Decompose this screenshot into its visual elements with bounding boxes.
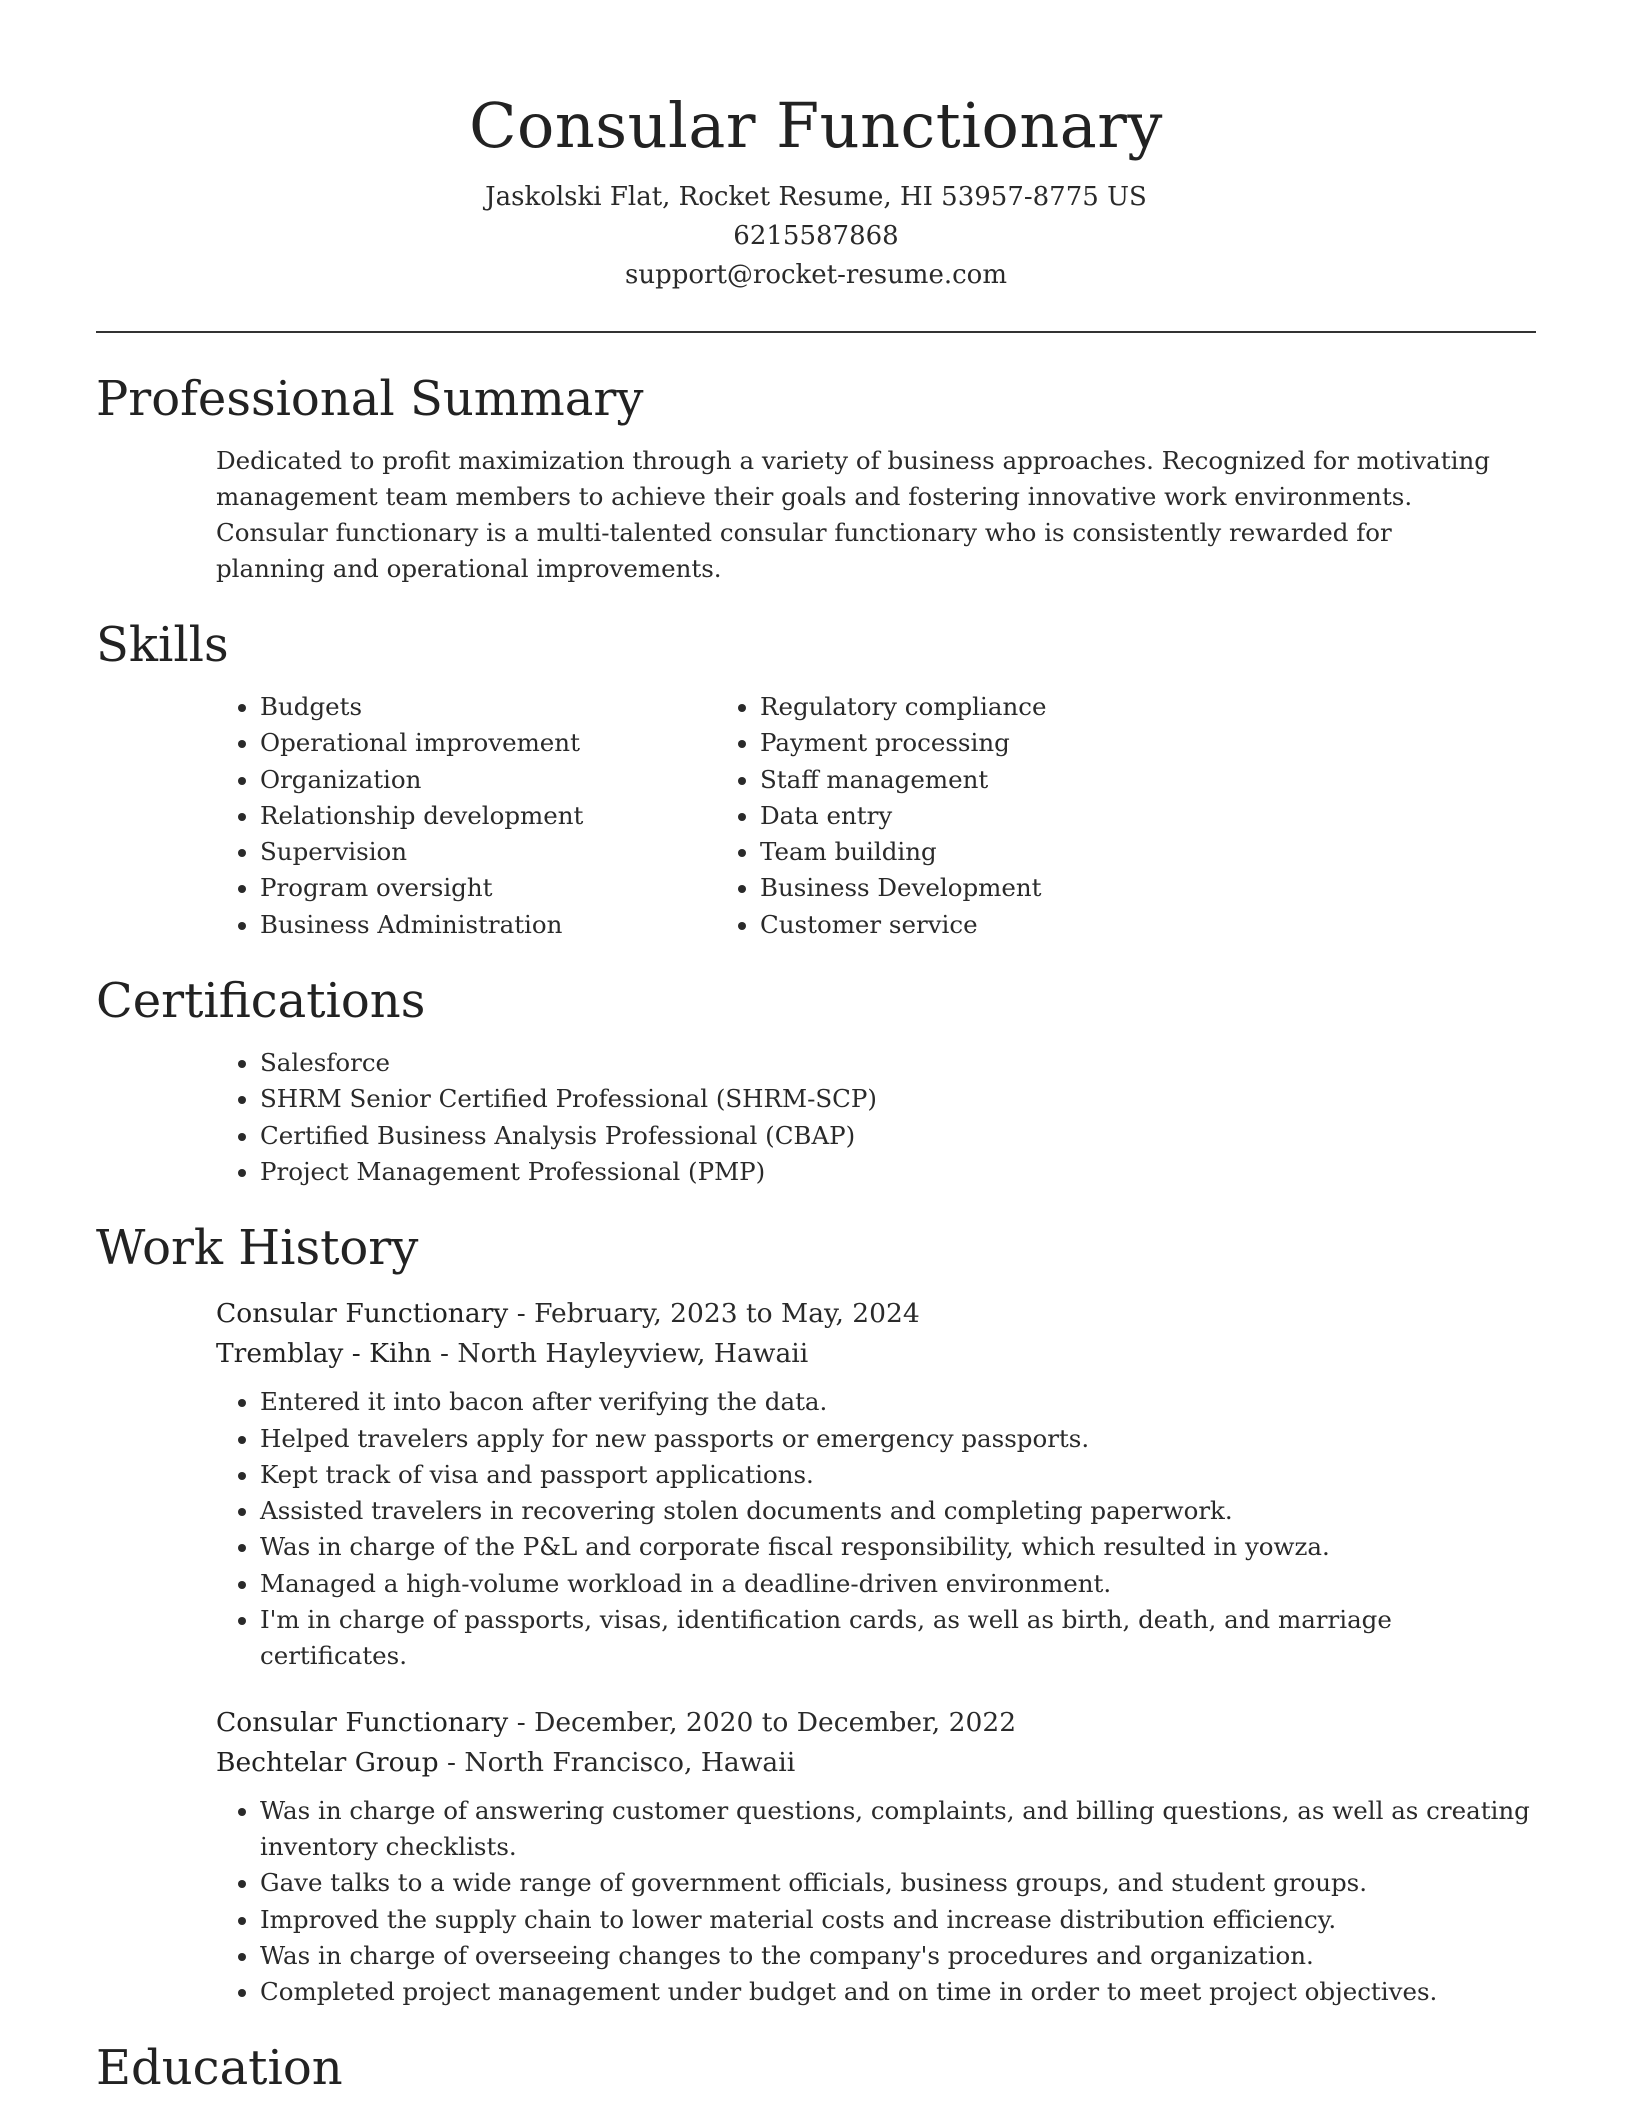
job-company-line: [216, 1334, 1536, 1374]
certification-item: • Project Management Professional (PMP): [260, 1154, 1536, 1190]
work-history-heading: Work History: [96, 1220, 419, 1277]
skill-item: • Team building: [760, 834, 1536, 870]
job-dates: - December, 2020 to December, 2022: [508, 1706, 1017, 1738]
certification-item: • Salesforce: [260, 1045, 1536, 1081]
contact-address: Jaskolski Flat, Rocket Resume, HI 53957-8775 US: [485, 182, 1147, 212]
job-duties-list: [216, 1793, 1536, 2011]
job-duty-item: • Managed a high-volume workload in a deadline-driven environment.: [260, 1566, 1536, 1602]
job-duty-item: • Was in charge of overseeing changes to the company's procedures and organization.: [260, 1938, 1536, 1974]
job-duty-item: • Helped travelers apply for new passports or emergency passports.: [260, 1421, 1536, 1457]
certifications-section: [96, 969, 1536, 1190]
job-company: Bechtelar Group: [216, 1746, 439, 1778]
job-dates: - February, 2023 to May, 2024: [508, 1298, 920, 1330]
certification-item: • SHRM Senior Certified Professional (SHRM-SCP): [260, 1081, 1536, 1117]
job-title: Consular Functionary: [216, 1298, 509, 1330]
header-divider: [96, 331, 1536, 333]
skill-item: • Staff management: [760, 762, 1536, 798]
skill-item: • Relationship development: [260, 798, 746, 834]
job-duties-list: [216, 1384, 1536, 1674]
job-duty-item: • Was in charge of the P&L and corporate fiscal responsibility, which resulted in yowza.: [260, 1529, 1536, 1565]
skill-item: • Customer service: [760, 907, 1536, 943]
skills-column-left: [96, 689, 746, 943]
job-duty-item: • I'm in charge of passports, visas, identification cards, as well as birth, death, and marriage certificates.: [260, 1602, 1536, 1675]
job-duty-item: • Entered it into bacon after verifying the data.: [260, 1384, 1536, 1420]
job-entry: [216, 1703, 1536, 2011]
job-title-line: [216, 1294, 1536, 1334]
skill-item: • Operational improvement: [260, 725, 746, 761]
job-location: - North Francisco, Hawaii: [438, 1746, 796, 1778]
contact-phone: 6215587868: [733, 221, 899, 251]
education-heading: Education: [96, 2040, 343, 2097]
job-entry: [216, 1294, 1536, 1674]
certifications-heading: Certifications: [96, 973, 426, 1030]
job-location: - North Hayleyview, Hawaii: [431, 1338, 809, 1370]
skill-item: • Program oversight: [260, 870, 746, 906]
skill-item: • Business Administration: [260, 907, 746, 943]
job-duty-item: • Completed project management under budget and on time in order to meet project objectives.: [260, 1974, 1536, 2010]
skill-item: • Supervision: [260, 834, 746, 870]
skill-item: • Business Development: [760, 870, 1536, 906]
candidate-name: Consular Functionary: [469, 89, 1163, 162]
skills-column-right: [746, 689, 1536, 943]
skill-item: • Data entry: [760, 798, 1536, 834]
certifications-list: [96, 1045, 1536, 1190]
job-duty-item: • Kept track of visa and passport applications.: [260, 1457, 1536, 1493]
certification-item: • Certified Business Analysis Professional (CBAP): [260, 1118, 1536, 1154]
summary-heading: Professional Summary: [96, 371, 644, 427]
skill-item: • Organization: [260, 762, 746, 798]
education-section: [96, 2036, 1536, 2100]
skill-item: • Payment processing: [760, 725, 1536, 761]
job-duty-item: • Assisted travelers in recovering stolen documents and completing paperwork.: [260, 1493, 1536, 1529]
resume-page: [96, 0, 1536, 2100]
job-company: Tremblay - Kihn: [216, 1338, 432, 1370]
job-title-line: [216, 1703, 1536, 1743]
summary-section: [96, 367, 1536, 587]
contact-email: support@rocket-resume.com: [624, 260, 1007, 290]
skills-grid: [96, 689, 1536, 943]
job-duty-item: • Improved the supply chain to lower material costs and increase distribution efficiency.: [260, 1902, 1536, 1938]
work-history-section: [96, 1216, 1536, 2010]
resume-header: [96, 0, 1536, 295]
skills-section: [96, 613, 1536, 943]
skills-heading: Skills: [96, 617, 229, 673]
job-duty-item: • Was in charge of answering customer questions, complaints, and billing questions, as well as creating inventory checklists.: [260, 1793, 1536, 1866]
summary-text: Dedicated to profit maximization through a variety of business approaches. Recognized for motivating management team members to achieve their goals and fostering innovative work environments. Consular functionary is a multi-talented consular functionary who is consistently rewarded for planning and operational improvements.: [216, 446, 1490, 583]
job-company-line: [216, 1743, 1536, 1783]
job-duty-item: • Gave talks to a wide range of government officials, business groups, and student groups.: [260, 1865, 1536, 1901]
contact-info: [96, 178, 1536, 295]
skill-item: • Regulatory compliance: [760, 689, 1536, 725]
job-title: Consular Functionary: [216, 1706, 509, 1738]
skill-item: • Budgets: [260, 689, 746, 725]
